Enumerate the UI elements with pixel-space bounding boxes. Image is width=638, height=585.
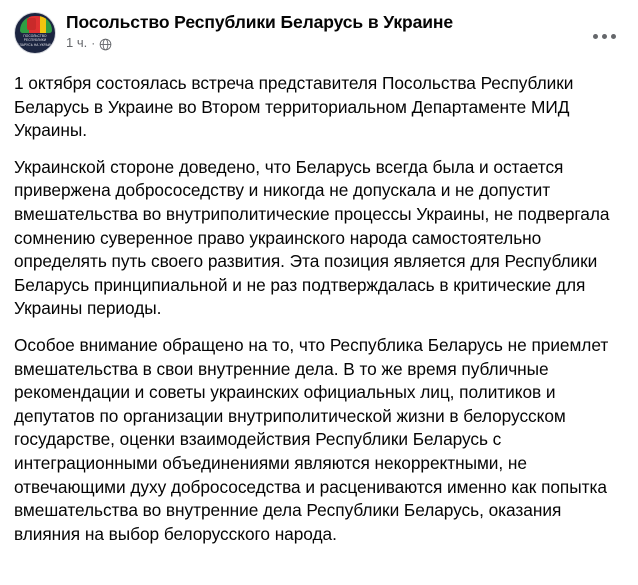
dot — [593, 34, 598, 39]
globe-icon[interactable] — [99, 38, 112, 51]
post-paragraph: Особое внимание обращено на то, что Республика Беларусь не приемлет вмешательства в свои внутренние дела. В то же время публичные рекомендации и советы украинских официальных лиц, политиков и депутатов по организации внутриполитической жизни в белорусском государстве, оценки взаимодействия Республики Беларусь с интеграционными объединениями являются некорректными, не отвечающими духу добрососедства и расцениваются именно как попытка вмешательства во внутренние дела Республики Беларусь, оказания влияния на выбор белорусского народа. — [14, 334, 609, 544]
page-name[interactable]: Посольство Республики Беларусь в Украине — [66, 12, 454, 32]
post-paragraph: Украинской стороне доведено, что Беларусь всегда была и остается привержена добрососедству и никогда не допускала и не допустит вмешательства во внутриполитические процессы Украины, не подвергала сомнению суверенное право украинского народа самостоятельно определять путь своего развития. Эта позиция является для Республики Беларусь принципиальной и не раз подтверждалась в критические для Украины периоды. — [14, 156, 610, 319]
post-header — [14, 10, 624, 62]
more-options-icon[interactable] — [586, 24, 622, 48]
coat-of-arms-icon — [20, 16, 52, 33]
avatar-caption: ПОСОЛЬСТВО РЕСПУБЛИКИ БЕЛАРУСЬ НА УКРАИНЕ — [15, 34, 55, 47]
post-body — [14, 72, 624, 546]
meta-separator: · — [91, 36, 96, 50]
avatar[interactable] — [14, 12, 56, 54]
post-timestamp[interactable]: 1 ч. — [66, 35, 88, 50]
post-header-text — [66, 10, 453, 51]
dot — [611, 34, 616, 39]
coat-of-arms-center-icon — [27, 18, 36, 30]
post-meta — [66, 35, 453, 51]
dot — [602, 34, 607, 39]
post-paragraph: 1 октября состоялась встреча представителя Посольства Республики Беларусь в Украине во Втором территориальном Департаменте МИД Украины. — [14, 73, 574, 141]
